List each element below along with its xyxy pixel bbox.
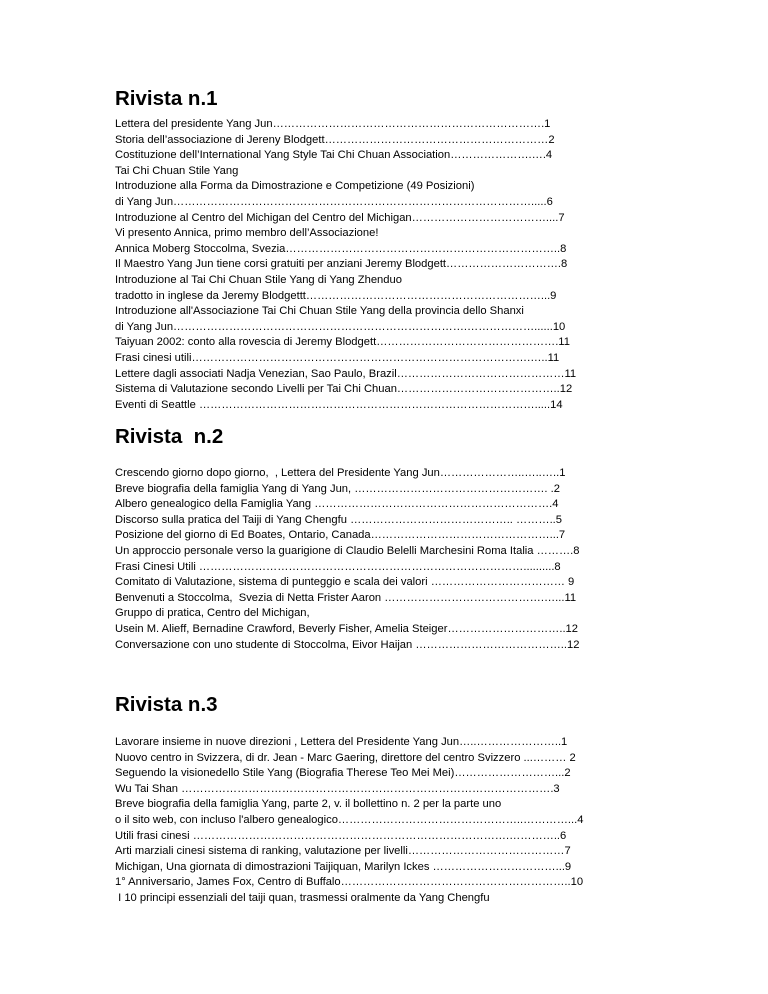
toc-entry: Wu Tai Shan ……………………………………………………………………………………….3	[115, 782, 560, 795]
toc-entry: Conversazione con uno studente di Stoccolma, Eivor Haijan …………………………………..12	[115, 638, 580, 651]
toc-entry: Arti marziali cinesi sistema di ranking, valutazione per livelli……………………………………7	[115, 845, 571, 858]
toc-entry: Introduzione all'Associazione Tai Chi Chuan Stile Yang della provincia dello Shanxi	[115, 305, 524, 318]
toc-entry: Lettere dagli associati Nadja Venezian, Sao Paulo, Brazil………………………………………11	[115, 367, 577, 380]
toc-entry: Il Maestro Yang Jun tiene corsi gratuiti per anziani Jeremy Blodgett………………………….8	[115, 258, 568, 271]
toc-entry: Storia dell’associazione di Jereny Blodgett……………………………………………………2	[115, 133, 555, 146]
toc-entry: Un approccio personale verso la guarigione di Claudio Belelli Marchesini Roma Italia ……….8	[115, 544, 580, 557]
toc-entry: Albero genealogico della Famiglia Yang ……………………………………………………….4	[115, 498, 559, 511]
toc-entry: Benvenuti a Stoccolma, Svezia di Netta Frister Aaron …………………………………….…...11	[115, 591, 577, 604]
rivista-2-toc	[115, 466, 655, 653]
toc-entry: Michigan, Una giornata di dimostrazioni Taijiquan, Marilyn Ickes ……………………………...9	[115, 860, 572, 873]
toc-entry: Frasi cinesi utili……………………………………………………………………………….…..11	[115, 351, 560, 364]
toc-entry: Vi presento Annica, primo membro dell’Associazione!	[115, 227, 379, 240]
rivista-2-title: Rivista n.2	[115, 425, 224, 448]
rivista-1-title: Rivista n.1	[115, 87, 218, 110]
toc-entry: Tai Chi Chuan Stile Yang	[115, 164, 239, 177]
toc-entry: Annica Moberg Stoccolma, Svezia………………………………………………………………..8	[115, 242, 567, 255]
toc-entry: Utili frasi cinesi ………………………………………………………………………….…………..6	[115, 829, 567, 842]
rivista-1-toc	[115, 117, 655, 413]
toc-entry: Introduzione alla Forma da Dimostrazione e Competizione (49 Posizioni)	[115, 180, 475, 193]
toc-entry: Frasi Cinesi Utili ……………………………………………………………………………..........8	[115, 560, 561, 573]
toc-entry: di Yang Jun…………………………………………………………………….………………......10	[115, 320, 566, 333]
toc-entry: Breve biografia della famiglia Yang, parte 2, v. il bollettino n. 2 per la parte uno	[115, 798, 502, 811]
toc-entry: Crescendo giorno dopo giorno, , Lettera del Presidente Yang Jun…………………..…..…..1	[115, 467, 566, 479]
toc-entry: Introduzione al Centro del Michigan del Centro del Michigan………………………………....7	[115, 211, 565, 224]
toc-entry: Lavorare insieme in nuove direzioni , Lettera del Presidente Yang Jun…..…………………..1	[115, 736, 568, 748]
toc-entry: Lettera del presidente Yang Jun……………………………………………………………….1	[115, 118, 551, 130]
toc-entry: Sistema di Valutazione secondo Livelli per Tai Chi Chuan……………………………………..12	[115, 383, 573, 396]
toc-entry: Taiyuan 2002: conto alla rovescia di Jeremy Blodgett………………………………………….11	[115, 336, 570, 349]
rivista-2-section	[115, 425, 655, 653]
toc-entry: di Yang Jun…………………………………………………………………………………….....6	[115, 195, 553, 208]
toc-entry: Discorso sulla pratica del Taiji di Yang Chengfu …………………………………….. ………..5	[115, 513, 563, 526]
rivista-3-toc	[115, 735, 655, 907]
toc-entry: Nuovo centro in Svizzera, di dr. Jean - Marc Gaering, direttore del centro Svizzero ...……… 2	[115, 751, 576, 764]
toc-entry: o il sito web, con incluso l'albero genealogico…………………………………………..…………...4	[115, 813, 584, 826]
rivista-3-title: Rivista n.3	[115, 693, 218, 716]
toc-entry: Eventi di Seattle ……………………………………………………………………………….....14	[115, 398, 563, 411]
toc-entry: Seguendo la visionedello Stile Yang (Biografia Therese Teo Mei Mei)………………………...2	[115, 767, 571, 780]
toc-entry: 1° Anniversario, James Fox, Centro di Buffalo……………………………………………………..10	[115, 876, 584, 889]
toc-entry: Comitato di Valutazione, sistema di punteggio e scala dei valori ……………………………… 9	[115, 576, 575, 589]
toc-entry: Costituzione dell’International Yang Style Tai Chi Chuan Association………………….….4	[115, 149, 553, 162]
toc-entry: Introduzione al Tai Chi Chuan Stile Yang di Yang Zhenduo	[115, 273, 402, 286]
toc-entry: Breve biografia della famiglia Yang di Yang Jun, ……………………………………………. .2	[115, 482, 560, 495]
toc-entry: Gruppo di pratica, Centro del Michigan,	[115, 607, 310, 620]
toc-entry: Usein M. Alieff, Bernadine Crawford, Beverly Fisher, Amelia Steiger…………………………..12	[115, 622, 578, 635]
toc-entry: I 10 principi essenziali del taiji quan, trasmessi oralmente da Yang Chengfu	[115, 891, 490, 904]
rivista-3-section	[115, 693, 655, 907]
toc-entry: tradotto in inglese da Jeremy Blodgettt………………………………………………………...9	[115, 289, 557, 302]
rivista-1-section	[115, 87, 655, 413]
toc-entry: Posizione del giorno di Ed Boates, Ontario, Canada…………………………………………...7	[115, 529, 566, 542]
